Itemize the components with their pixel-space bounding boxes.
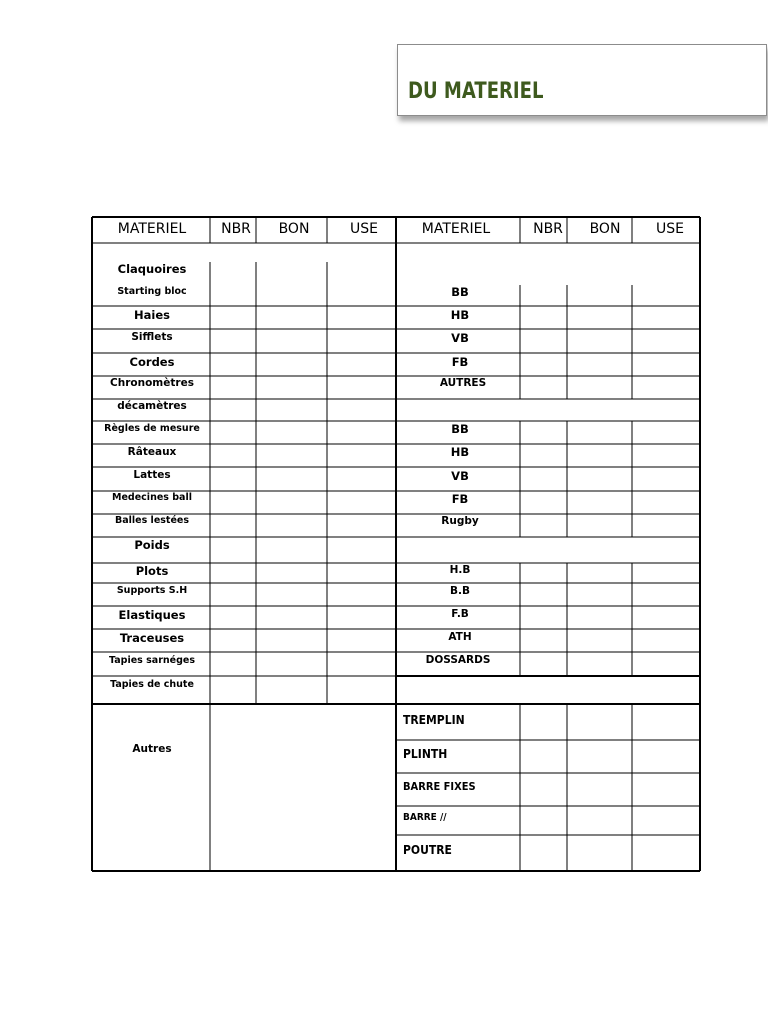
- header-use-right: USE: [656, 221, 684, 237]
- left-other-label: Autres: [132, 743, 172, 755]
- right-item: VB: [451, 469, 469, 483]
- left-item: Tapies de chute: [110, 679, 194, 690]
- right-item: VB: [451, 331, 469, 345]
- gym-item: TREMPLIN: [403, 713, 465, 727]
- left-item: Medecines ball: [112, 492, 192, 503]
- right-item: FB: [451, 355, 469, 369]
- left-item: Chronomètres: [110, 377, 194, 389]
- left-item: décamètres: [117, 400, 187, 412]
- gym-item: PLINTH: [403, 747, 448, 761]
- left-item: Cordes: [129, 355, 175, 369]
- gym-item: BARRE FIXES: [403, 780, 476, 793]
- left-item: Supports S.H: [116, 585, 188, 596]
- header-bon-right: BON: [589, 221, 621, 237]
- right-item: H.B: [449, 564, 471, 576]
- header-nbr-right: NBR: [533, 221, 563, 237]
- header-use-left: USE: [350, 221, 378, 237]
- gym-item: POUTRE: [403, 843, 452, 857]
- header-materiel-right: MATERIEL: [421, 221, 491, 237]
- left-item: Règles de mesure: [104, 423, 200, 434]
- left-item: Claquoires: [117, 262, 187, 276]
- left-item: Traceuses: [119, 631, 185, 645]
- right-item: Rugby: [441, 515, 479, 527]
- right-item: F.B: [451, 608, 469, 620]
- right-item: HB: [450, 445, 470, 459]
- left-item: Sifflets: [131, 331, 173, 343]
- gym-item: BARRE //: [403, 812, 447, 823]
- right-item: B.B: [450, 585, 470, 597]
- left-item: Lattes: [133, 469, 171, 481]
- left-item: Poids: [134, 538, 170, 552]
- left-item: Starting bloc: [117, 286, 187, 297]
- left-item: Tapies sarnéges: [109, 655, 195, 666]
- left-item: Plots: [135, 564, 169, 578]
- right-item: ATH: [448, 631, 472, 643]
- left-item: Haies: [134, 308, 170, 322]
- left-item: Elastiques: [118, 608, 186, 622]
- right-item: BB: [451, 422, 469, 436]
- right-item: FB: [451, 492, 469, 506]
- left-item: Râteaux: [127, 446, 177, 458]
- right-item: HB: [450, 308, 470, 322]
- page-title: DU MATERIEL: [408, 79, 544, 104]
- right-item: BB: [451, 285, 469, 299]
- right-item: AUTRES: [439, 377, 487, 389]
- header-nbr-left: NBR: [221, 221, 251, 237]
- header-materiel-left: MATERIEL: [117, 221, 187, 237]
- right-item: DOSSARDS: [425, 654, 491, 666]
- left-item: Balles lestées: [114, 515, 190, 526]
- header-bon-left: BON: [278, 221, 310, 237]
